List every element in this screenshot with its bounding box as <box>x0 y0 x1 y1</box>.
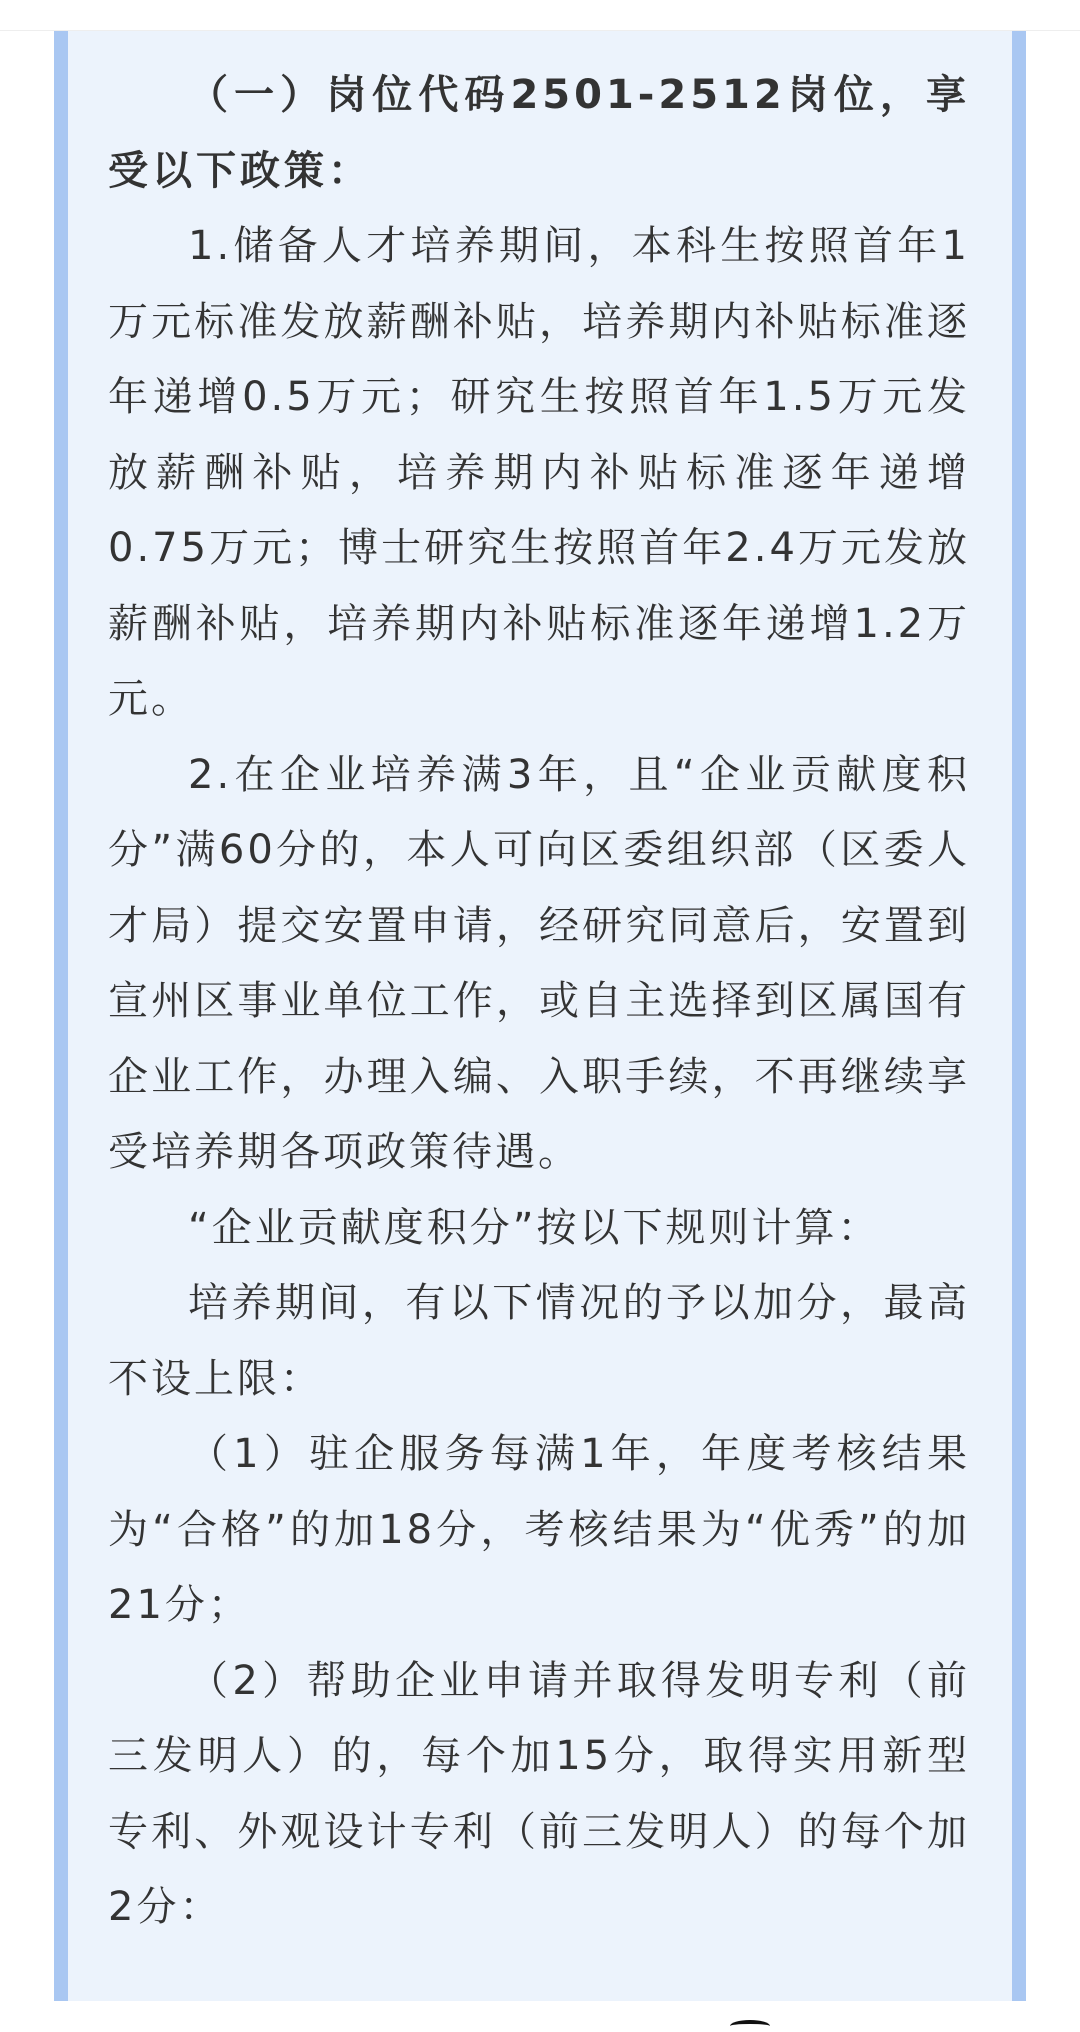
paragraph-rule-2: （2）帮助企业申请并取得发明专利（前三发明人）的，每个加15分，取得实用新型专利、外观设计专利（前三发明人）的每个加2分： <box>108 1657 970 1930</box>
paragraph-score-rules-intro: “企业贡献度积分”按以下规则计算： <box>188 1204 881 1251</box>
paragraph-policy-1: 1.储备人才培养期间，本科生按照首年1万元标准发放薪酬补贴，培养期内补贴标准逐年递增0.5万元；研究生按照首年1.5万元发放薪酬补贴，培养期内补贴标准逐年递增0.75万元；博士研究生按照首年2.4万元发放薪酬补贴，培养期内补贴标准逐年递增1.2万元。 <box>108 223 970 722</box>
panel-right-border <box>1012 31 1026 2001</box>
paragraph-rule-1: （1）驻企服务每满1年，年度考核结果为“合格”的加18分，考核结果为“优秀”的加21分； <box>108 1431 970 1628</box>
section-heading: （一）岗位代码2501-2512岗位，享受以下政策： <box>108 72 970 194</box>
top-strip <box>0 0 1080 31</box>
panel-left-border <box>54 31 68 2001</box>
scroll-indicator <box>730 2020 770 2032</box>
bottom-bar <box>0 2001 1080 2032</box>
paragraph-policy-2: 2.在企业培养满3年，且“企业贡献度积分”满60分的，本人可向区委组织部（区委人才局）提交安置申请，经研究同意后，安置到宣州区事业单位工作，或自主选择到区属国有企业工作，办理入编、入职手续，不再继续享受培养期各项政策待遇。 <box>108 751 970 1175</box>
paragraph-score-bonus-intro: 培养期间，有以下情况的予以加分，最高不设上限： <box>108 1280 970 1402</box>
article-body <box>108 58 970 1946</box>
